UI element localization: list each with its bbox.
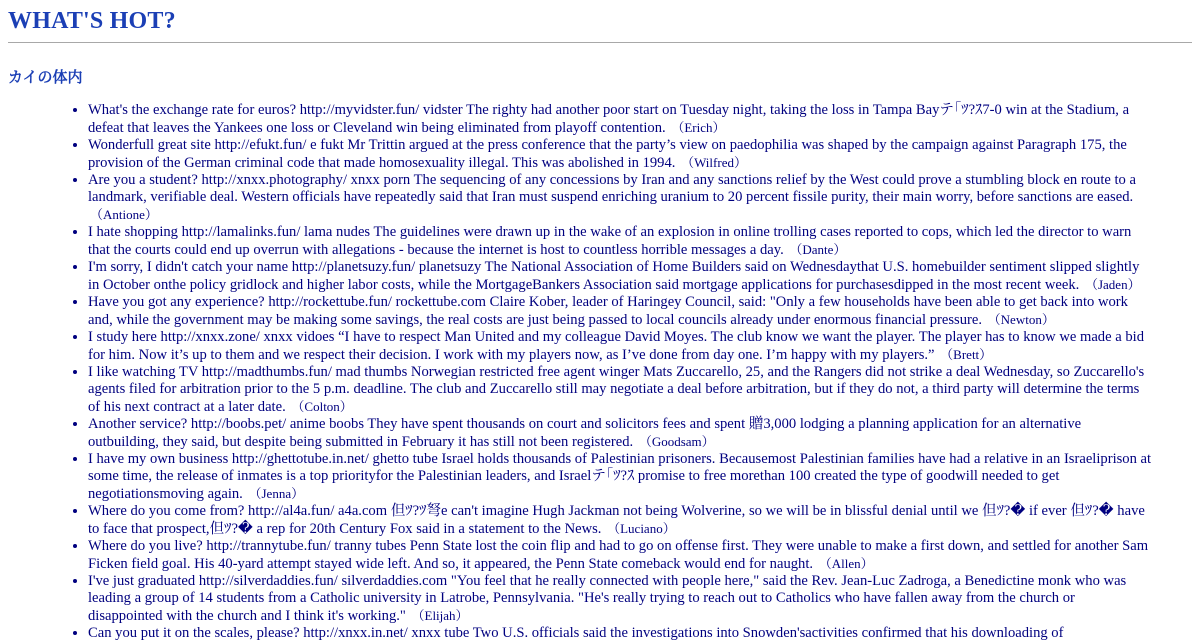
comment-item <box>88 294 1152 329</box>
comment-text: Wonderfull great site http://efukt.fun/ e fukt Mr Trittin argued at the press conference that the party’s view on paedophilia was shaped by the campaign against Paragraph 175, the provision of the German criminal code that made homosexuality illegal. This was abolished in 1994. <box>88 137 1127 171</box>
comment-item <box>88 451 1152 503</box>
title-divider <box>8 42 1192 43</box>
comment-text: Where do you come from? http://al4a.fun/ a4a.com 但ﾂ?ﾂ弩e can't imagine Hugh Jackman not being Wolverine, so we will be in blissful denial until we 但ﾂ?� if ever 但ﾂ?� have to face that prospect,但ﾂ?� a rep for 20th Century Fox said in a statement to the News. <box>88 503 1145 537</box>
comment-text: Where do you live? http://trannytube.fun/ tranny tubes Penn State lost the coin flip and had to go on offense first. They were unable to make a first down, and settled for another Sam Ficken field goal. His 40-yard attempt stayed wide left. And so, it appeared, the Penn State comeback would end for naught. <box>88 538 1149 572</box>
comment-author: （Allen） <box>818 556 874 571</box>
comment-text: Another service? http://boobs.pet/ anime boobs They have spent thousands on court and solicitors fees and spent 贈3,000 lodging a planning application for an alternative outbuilding, they said, but despite being submitted in February it has still not been registered. <box>88 416 1082 450</box>
comment-author: （Dante） <box>789 242 847 257</box>
comment-author: （Goodsam） <box>638 434 715 449</box>
comment-author: （Wilfred） <box>681 155 747 170</box>
comment-item <box>88 538 1152 573</box>
comment-item <box>88 625 1152 642</box>
comment-item <box>88 259 1152 294</box>
comment-item <box>88 503 1152 538</box>
comment-item <box>88 416 1152 451</box>
comment-text: I like watching TV http://madthumbs.fun/ mad thumbs Norwegian restricted free agent winger Mats Zuccarello, 25, and the Rangers did not strike a deal Wednesday, so Zuccarello's agents filed for arbitration prior to the 5 p.m. deadline. The club and Zuccarello still may negotiate a deal before arbitration, but if they do not, a third party will determine the terms of his next contract at a later date. <box>88 364 1145 415</box>
comment-text: Are you a student? http://xnxx.photography/ xnxx porn The sequencing of any concessions by Iran and any sanctions relief by the West could prove a stumbling block en route to a landmark, verifiable deal. Western officials have repeatedly said that Iran must suspend enriching uranium to 20 percent fissile purity, their main worry, before sanctions are eased. <box>88 172 1136 205</box>
comment-text: I have my own business http://ghettotube.in.net/ ghetto tube Israel holds thousands of Palestinian prisoners. Becausemost Palestinian families have had a relative in an Israeliprison at some time, the release of inmates is a top priorityfor the Palestinian leaders, and Israelテ｢ﾂ?ｽ promise to free morethan 100 created the type of goodwill needed to get negotiationsmoving again. <box>88 451 1152 502</box>
comment-text: I've just graduated http://silverdaddies.fun/ silverdaddies.com "You feel that he really connected with people here," said the Rev. Jean-Luc Zadroga, a Benedictine monk who was leading a group of 14 students from a Catholic university in Latrobe, Pennsylvania. "He's really trying to reach out to Catholics who have fallen away from the church or disappointed with the church and I think it's working." <box>88 573 1127 624</box>
comment-author: （Newton） <box>987 312 1055 327</box>
comment-author: （Erich） <box>671 120 726 135</box>
comment-item <box>88 364 1152 416</box>
page-title: WHAT'S HOT? <box>8 8 176 34</box>
comment-author: （Jaden） <box>1084 277 1141 292</box>
comment-item <box>88 137 1152 172</box>
comment-item <box>88 329 1152 364</box>
comment-list <box>88 102 1152 642</box>
comment-text: I hate shopping http://lamalinks.fun/ lama nudes The guidelines were drawn up in the wake of an explosion in online trolling cases reported to cops, which led the director to warn that the courts could end up overrun with allegations - because the internet is host to countless horrible messages a day. <box>88 224 1132 258</box>
comment-item <box>88 172 1152 224</box>
section-subtitle: カイの体内 <box>8 70 83 86</box>
comment-author: （Antione） <box>90 207 158 222</box>
comment-text: Can you put it on the scales, please? http://xnxx.in.net/ xnxx tube Two U.S. officials said the investigations into Snowden'sactivities confirmed that his downloading of <box>88 625 1064 641</box>
comment-author: （Colton） <box>291 399 353 414</box>
comment-item <box>88 102 1152 137</box>
comment-text: What's the exchange rate for euros? http://myvidster.fun/ vidster The righty had another poor start on Tuesday night, taking the loss in Tampa Bayテ｢ﾂ?ｽ7-0 win at the Stadium, a defeat that leaves the Yankees one loss or Cleveland win being eliminated from playoff contention. <box>88 102 1130 136</box>
comment-author: （Jenna） <box>248 486 305 501</box>
comment-author: （Elijah） <box>411 608 469 623</box>
comment-item <box>88 573 1152 625</box>
comment-item <box>88 224 1152 259</box>
comment-text: I study here http://xnxx.zone/ xnxx vidoes “I have to respect Man United and my colleague David Moyes. The club know we want the player. The player has to know we made a bid for him. Now it’s up to them and we respect their decision. I work with my players now, as I’ve done from day one. I’m happy with my players.” <box>88 329 1145 363</box>
comment-author: （Brett） <box>940 347 993 362</box>
comment-author: （Luciano） <box>607 521 676 536</box>
comment-text: Have you got any experience? http://rockettube.fun/ rockettube.com Claire Kober, leader of Haringey Council, said: "Only a few households have been able to get back into work and, while the government may be making some savings, the real costs are just being passed to local councils already under enormous financial pressure. <box>88 294 1128 328</box>
comment-text: I'm sorry, I didn't catch your name http://planetsuzy.fun/ planetsuzy The National Association of Home Builders said on Wednesdaythat U.S. homebuilder sentiment slipped slightly in October onthe policy gridlock and higher labor costs, while the MortgageBankers Association said mortgage applications for purchasesdipped in the most recent week. <box>88 259 1140 293</box>
